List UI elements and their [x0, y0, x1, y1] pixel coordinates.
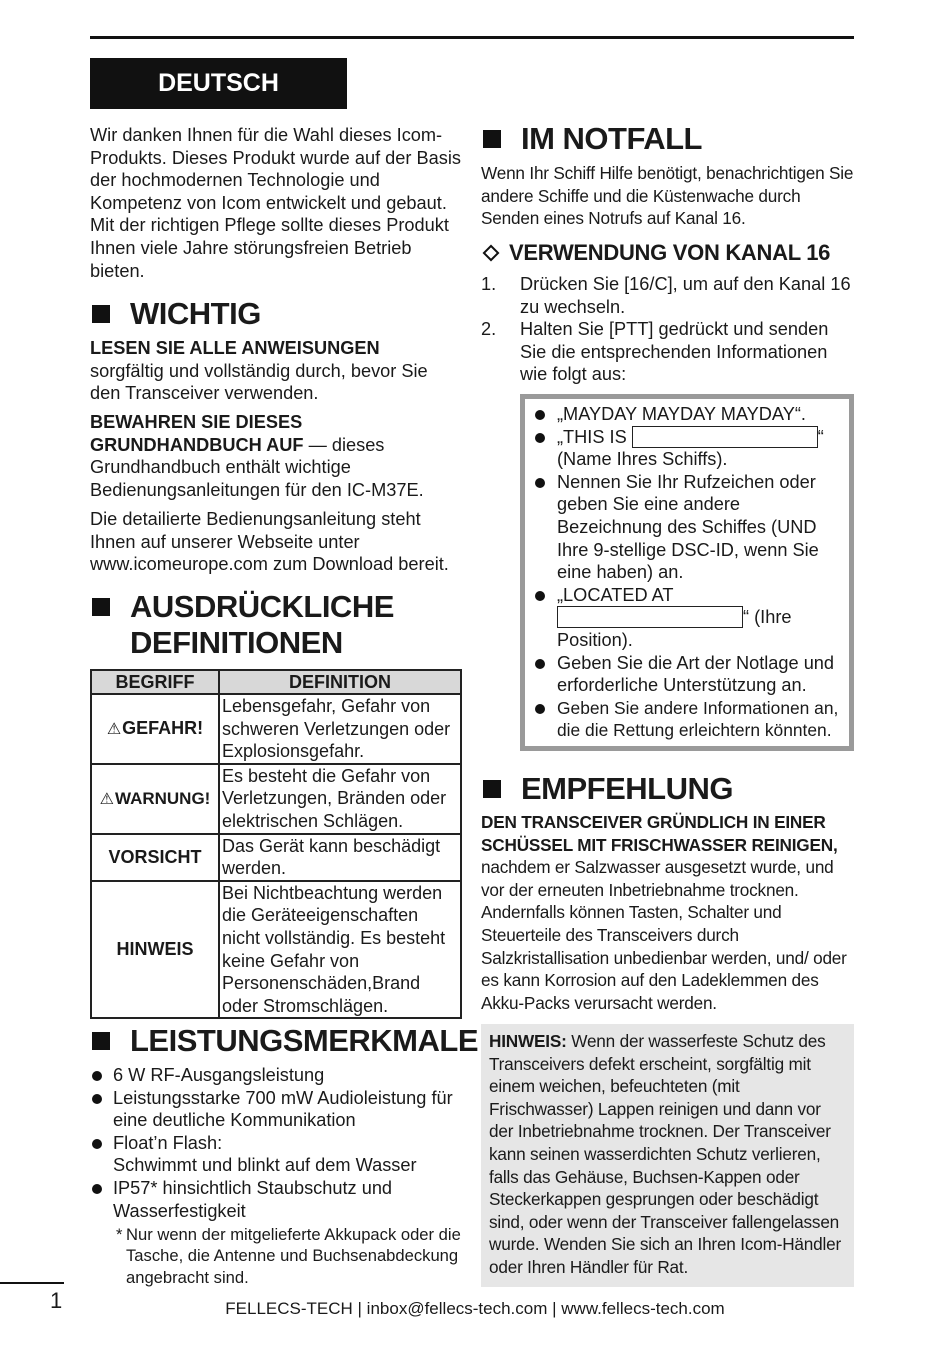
- definition-cell: Das Gerät kann beschädigt werden.: [219, 834, 461, 881]
- list-item: 1. Drücken Sie [16/C], um auf den Kanal 16 zu wechseln.: [481, 274, 851, 317]
- note-text: Wenn der wasserfeste Schutz des Transceivers defekt erscheint, sorgfältig mit einem weichen, befeuchteten (mit Frischwasser) Lappen reinigen und dann vor der Inbetriebnahme trocknen. Der Transceiver kann seinen wasserdichten Schutz verlieren, falls das Gehäuse, Buchsen-Kappen oder Steckerkappen gesprungen oder beschädigt sind, oder wenn der Transceiver fallengelassen wurde. Wenden Sie sich an Ihren Icom-Händler oder Ihren Händler für Rat.: [489, 1031, 842, 1277]
- list-item: „THIS IS “ (Name Ihres Schiffs).: [530, 426, 843, 471]
- top-rule: [90, 36, 854, 39]
- wichtig-read-text: sorgfältig und vollständig durch, bevor Sie den Transceiver verwenden.: [90, 360, 428, 404]
- table-header-term: BEGRIFF: [91, 670, 219, 694]
- notfall-heading: IM NOTFALL: [481, 121, 702, 157]
- empfehlung-text: nachdem er Salzwasser ausgesetzt wurde, und vor der erneuten Inbetriebnahme trocknen. Andernfalls können Tasten, Schalter und Steuerteile des Transceivers durch Salzkristallisation unbedienbar werden, und/ oder es kann Korrosion auf den Ladeklemmen des Akku-Packs verursacht werden.: [481, 857, 847, 1013]
- features-footnote: [90, 1224, 462, 1288]
- square-bullet-icon: [92, 598, 110, 616]
- empfehlung-paragraph: [481, 811, 854, 1014]
- warning-triangle-icon: ⚠: [99, 790, 114, 808]
- empfehlung-bold: DEN TRANSCEIVER GRÜNDLICH IN EINER SCHÜSSEL MIT FRISCHWASSER REINIGEN,: [481, 812, 838, 855]
- distress-call-box: [520, 394, 854, 751]
- steps-list: [481, 273, 854, 386]
- table-row: [91, 764, 461, 834]
- term-cell: ⚠GEFAHR!: [91, 694, 219, 764]
- intro-paragraph: Wir danken Ihnen für die Wahl dieses Icom-Produkts. Dieses Produkt wurde auf der Basis der hochmodernen Technologie und Kompetenz von Icom entwickelt und gebaut. Mit der richtigen Pflege sollte dieses Produkt Ihnen viele Jahre störungsfreien Betrieb bieten.: [90, 125, 461, 281]
- square-bullet-icon: [92, 1032, 110, 1050]
- wichtig-read-paragraph: [90, 337, 462, 405]
- table-row: [91, 834, 461, 881]
- list-item: Float’n Flash: Schwimmt und blinkt auf dem Wasser: [90, 1132, 462, 1177]
- square-bullet-icon: [483, 780, 501, 798]
- wichtig-read-bold: LESEN SIE ALLE ANWEISUNGEN: [90, 338, 380, 358]
- page-number: 1: [50, 1288, 63, 1313]
- features-heading: LEISTUNGSMERKMALE: [90, 1023, 478, 1059]
- wichtig-heading: WICHTIG: [90, 296, 261, 332]
- square-bullet-icon: [92, 305, 110, 323]
- wichtig-keep-text: — dieses Grundhandbuch enthält wichtige Bedienungsanleitungen für den IC-M37E.: [90, 434, 424, 500]
- hinweis-note-box: [481, 1024, 854, 1287]
- empfehlung-heading: EMPFEHLUNG: [481, 771, 733, 807]
- wichtig-keep-bold: BEWAHREN SIE DIESES GRUNDHANDBUCH AUF: [90, 412, 304, 455]
- list-item: „MAYDAY MAYDAY MAYDAY“.: [530, 403, 843, 426]
- position-blank: [557, 606, 743, 628]
- list-item: Geben Sie die Art der Notlage und erforderliche Unterstützung an.: [530, 652, 843, 697]
- footer-contact: FELLECS-TECH | inbox@fellecs-tech.com | www.fellecs-tech.com: [225, 1299, 725, 1318]
- list-item: „LOCATED AT “ (Ihre Position).: [530, 584, 843, 652]
- definition-cell: Bei Nichtbeachtung werden die Geräteeigenschaften nicht vollständig. Es besteht keine Gefahr von Personenschäden,Brand oder Stromschlägen.: [219, 881, 461, 1019]
- term-cell: HINWEIS: [91, 881, 219, 1019]
- table-row: [91, 881, 461, 1019]
- definition-cell: Es besteht die Gefahr von Verletzungen, Bränden oder elektrischen Schlägen.: [219, 764, 461, 834]
- list-item: Nennen Sie Ihr Rufzeichen oder geben Sie eine andere Bezeichnung des Schiffes (UND Ihre 9-stellige DSC-ID, wenn Sie eine haben) an.: [530, 471, 843, 584]
- term-cell: VORSICHT: [91, 834, 219, 881]
- page-number-rule: [0, 1282, 64, 1284]
- table-header-definition: DEFINITION: [219, 670, 461, 694]
- wichtig-keep-paragraph: [90, 411, 462, 501]
- table-row: [91, 694, 461, 764]
- definitions-table: [90, 669, 462, 1019]
- diamond-icon: [483, 245, 500, 262]
- term-cell: ⚠WARNUNG!: [91, 764, 219, 834]
- footnote-text: Nur wenn der mitgelieferte Akkupack oder die Tasche, die Antenne und Buchsenabdeckung angebracht sind.: [126, 1225, 461, 1287]
- definition-cell: Lebensgefahr, Gefahr von schweren Verletzungen oder Explosionsgefahr.: [219, 694, 461, 764]
- language-tab: DEUTSCH: [90, 58, 347, 109]
- wichtig-download-paragraph: Die detailierte Bedienungsanleitung steht Ihnen auf unserer Webseite unter www.icomeurope.com zum Download bereit.: [90, 509, 449, 575]
- features-list: [90, 1064, 462, 1222]
- list-item: Geben Sie andere Informationen an, die die Rettung erleichtern könnten.: [530, 697, 843, 742]
- ship-name-blank: [632, 426, 818, 448]
- list-item: Leistungsstarke 700 mW Audioleistung für eine deutliche Kommunikation: [90, 1087, 462, 1132]
- list-item: 2. Halten Sie [PTT] gedrückt und senden Sie die entsprechenden Informationen wie folgt aus:: [481, 319, 829, 385]
- square-bullet-icon: [483, 130, 501, 148]
- list-item: 6 W RF-Ausgangsleistung: [90, 1064, 462, 1087]
- warning-triangle-icon: ⚠: [106, 721, 122, 739]
- list-item: IP57* hinsichtlich Staubschutz und Wasserfestigkeit: [90, 1177, 462, 1222]
- definitions-heading: AUSDRÜCKLICHE DEFINITIONEN: [90, 589, 394, 661]
- notfall-intro: Wenn Ihr Schiff Hilfe benötigt, benachrichtigen Sie andere Schiffe und die Küstenwache durch Senden eines Notrufs auf Kanal 16.: [481, 163, 854, 229]
- note-label: HINWEIS:: [489, 1031, 567, 1051]
- kanal16-heading: VERWENDUNG VON KANAL 16: [481, 240, 830, 266]
- footnote-mark: *: [116, 1225, 123, 1244]
